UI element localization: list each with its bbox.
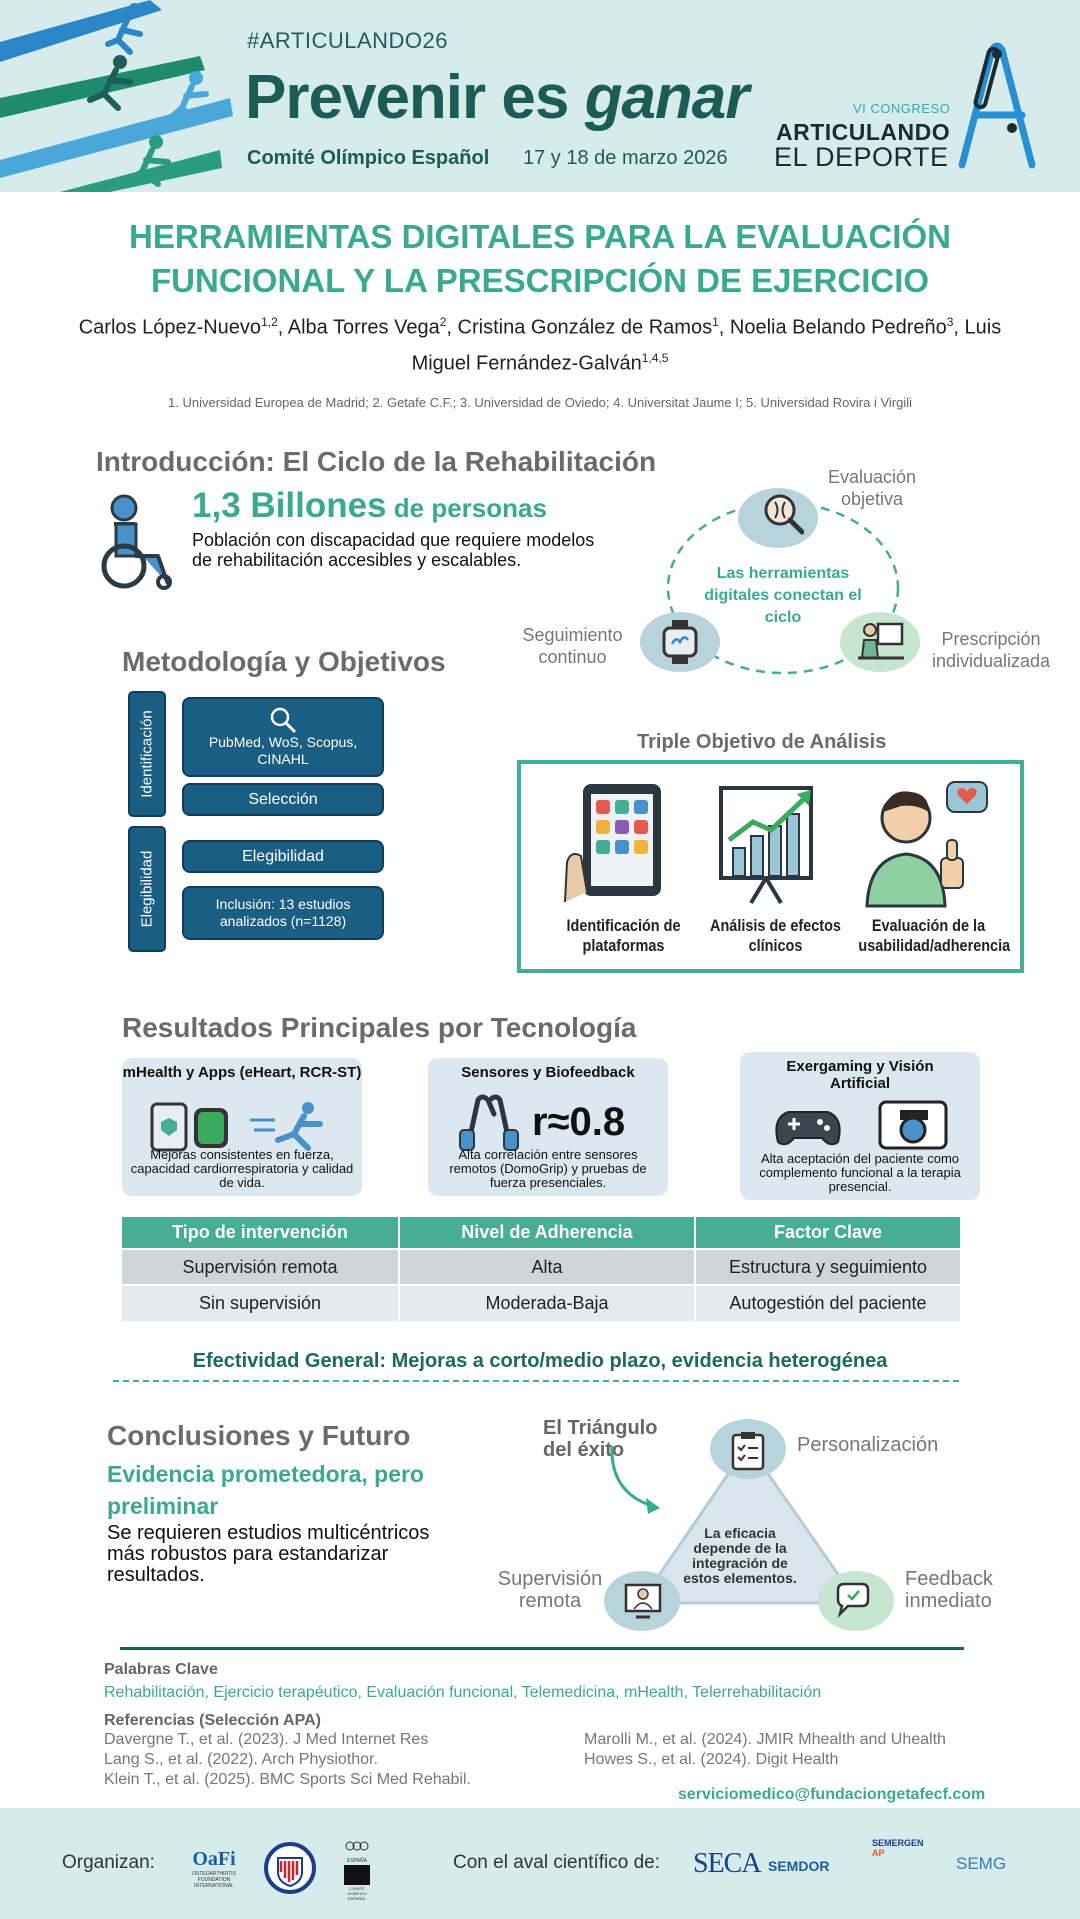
cycle-step-prescription: Prescripción individualizada: [931, 629, 1051, 671]
triangle-remote-supervision: Supervisión remota: [497, 1568, 603, 1612]
author-name: Luis Miguel Fernández-Galván: [411, 316, 1002, 375]
objective-clinical-effects: Análisis de efectos clínicos: [710, 916, 841, 955]
objective-platforms: Identificación de plataformas: [566, 916, 681, 955]
triangle-personalization: Personalización: [797, 1434, 939, 1456]
table-cell: Alta: [399, 1249, 695, 1285]
author-sep: ,: [953, 316, 965, 339]
event-dates: 17 y 18 de marzo 2026: [523, 147, 728, 169]
databases-text: PubMed, WoS, Scopus, CINAHL: [208, 734, 358, 767]
adherence-table: [122, 1217, 960, 1321]
statistic-unit: de personas: [386, 493, 547, 523]
athletes-stripes-graphic: [0, 0, 240, 192]
smartwatch-icon: [658, 618, 702, 666]
semergen-logo-sub: AP: [872, 1848, 885, 1858]
result-card-mhealth: [122, 1058, 362, 1196]
section-divider: [120, 1647, 964, 1650]
table-header: Nivel de Adherencia: [399, 1217, 695, 1249]
author-sep: ,: [446, 316, 458, 339]
atletico-foundation-logo: [264, 1842, 316, 1894]
event-slogan: [245, 62, 748, 133]
databases-box: [182, 697, 384, 777]
coe-logo: [342, 1840, 372, 1901]
wheelchair-icon: [88, 494, 184, 590]
affiliations: 1. Universidad Europea de Madrid; 2. Getafe C.F.; 3. Universidad de Oviedo; 4. Universitat Jaume I; 5. Universidad Rovira i Virgili: [168, 395, 912, 410]
semdor-logo: SEMDOR: [768, 1858, 830, 1874]
author-affil: 2: [439, 315, 447, 329]
table-cell: Estructura y seguimiento: [695, 1249, 960, 1285]
search-icon: [269, 706, 297, 734]
author-affil: 3: [946, 315, 954, 329]
event-hashtag: #ARTICULANDO26: [247, 28, 448, 53]
congress-name-line1: ARTICULANDO: [776, 119, 951, 145]
correlation-value: r≈0.8: [532, 1100, 626, 1144]
oafi-logo: [178, 1848, 250, 1889]
triangle-center-text: La eficacia depende de la integración de estos elementos.: [683, 1525, 797, 1586]
methods-heading: Metodología y Objetivos: [122, 646, 446, 677]
table-row: [122, 1249, 960, 1285]
reference-item: Klein T., et al. (2025). BMC Sports Sci Med Rehabil.: [104, 1771, 471, 1788]
cycle-center-text: Las herramientas digitales conectan el ciclo: [704, 565, 862, 626]
result-card-title: Sensores y Biofeedback: [461, 1064, 635, 1081]
triple-objective-panel: [517, 760, 1024, 973]
header-banner: [0, 0, 1080, 192]
intro-heading: Introducción: El Ciclo de la Rehabilitación: [96, 446, 657, 477]
general-effectiveness: Efectividad General: Mejoras a corto/medio plazo, evidencia heterogénea: [192, 1350, 888, 1372]
disability-statistic: [192, 486, 547, 526]
author-affil: 1,4,5: [641, 350, 669, 365]
result-card-text: Alta correlación entre sensores remotos (DomoGrip) y pruebas de fuerza presenciales.: [449, 1147, 647, 1190]
author-name: Carlos López-Nuevo: [78, 316, 262, 339]
phone-watch-runner-icon: [150, 1100, 340, 1152]
result-card-text: Mejoras consistentes en fuerza, capacidad cardiorrespiratoria y calidad de vida.: [130, 1147, 354, 1190]
poster-title-line2: FUNCIONAL Y LA PRESCRIPCIÓN DE EJERCICIO: [150, 262, 930, 299]
slogan-part2: ganar: [584, 63, 749, 132]
triangle-immediate-feedback: Feedback inmediato: [905, 1568, 993, 1612]
results-heading: Resultados Principales por Tecnología: [122, 1012, 637, 1043]
reference-item: Marolli M., et al. (2024). JMIR Mhealth and Uhealth: [584, 1731, 946, 1748]
coe-logo-sub: COMITÉ OLÍMPICO ESPAÑOL: [347, 1886, 367, 1901]
clipboard-checklist-icon: [730, 1431, 766, 1471]
seca-logo: SECA: [693, 1848, 761, 1879]
triple-objective-heading: Triple Objetivo de Análisis: [637, 731, 887, 753]
author-name: Alba Torres Vega: [287, 316, 440, 339]
chat-bubbles-icon: [836, 1582, 876, 1618]
coe-logo-text: ESPAÑA: [347, 1858, 367, 1864]
author-affil: 1,2: [261, 315, 278, 329]
author-affil: 1: [712, 315, 719, 329]
conclusions-text: Se requieren estudios multicéntricos más robustos para estandarizar resultados.: [107, 1522, 430, 1586]
table-row: [122, 1285, 960, 1321]
success-triangle-title: El Triángulo del éxito: [543, 1417, 658, 1461]
endorsement-label: Con el aval científico de:: [453, 1852, 661, 1873]
objective-usability: Evaluación de la usabilidad/adherencia: [858, 916, 1011, 955]
gamepad-camera-icon: [770, 1098, 950, 1150]
result-card-title: Exergaming y Visión Artificial: [786, 1058, 934, 1092]
articulando-a-logo: [952, 40, 1042, 170]
thumbs-up-person-icon: [861, 778, 991, 908]
keywords-heading: Palabras Clave: [104, 1661, 218, 1678]
authors-list: [60, 307, 1020, 378]
knee-magnifier-icon: [760, 492, 804, 536]
organizer-name: Comité Olímpico Español: [247, 147, 490, 169]
conclusions-subheading: Evidencia prometedora, pero preliminar: [107, 1461, 424, 1519]
olympic-rings-icon: [345, 1841, 369, 1853]
phase-eligibility-label: Elegibilidad: [138, 850, 156, 928]
statistic-number: 1,3 Billones: [192, 486, 387, 525]
table-cell: Sin supervisión: [122, 1285, 399, 1321]
keywords-text: Rehabilitación, Ejercicio terapéutico, Evaluación funcional, Telemedicina, mHealth, Telerrehabilitación: [104, 1684, 822, 1701]
selection-box: Selección: [182, 783, 384, 816]
inclusion-box: Inclusión: 13 estudios analizados (n=1128): [182, 886, 384, 940]
references-heading: Referencias (Selección APA): [104, 1712, 321, 1729]
semergen-logo: [872, 1838, 934, 1858]
table-header-row: [122, 1217, 960, 1249]
phase-identification-label: Identificación: [138, 710, 156, 798]
oafi-logo-text: OaFi: [192, 1848, 236, 1870]
author-sep: ,: [277, 316, 288, 339]
contact-email[interactable]: serviciomedico@fundaciongetafecf.com: [678, 1786, 986, 1803]
conclusions-heading: Conclusiones y Futuro: [107, 1420, 411, 1451]
reference-item: Howes S., et al. (2024). Digit Health: [584, 1751, 839, 1768]
author-sep: ,: [718, 316, 730, 339]
table-cell: Supervisión remota: [122, 1249, 399, 1285]
result-card-exergaming: [740, 1052, 980, 1200]
reference-item: Lang S., et al. (2022). Arch Physiothor.: [104, 1751, 378, 1768]
phase-identification-bar: [128, 691, 166, 817]
semg-logo: SEMG: [956, 1854, 1007, 1873]
reference-item: Davergne T., et al. (2023). J Med Internet Res: [104, 1731, 429, 1748]
result-card-sensors: [428, 1058, 668, 1196]
hand-grip-icon: [454, 1092, 524, 1152]
coe-logo-band: [344, 1865, 370, 1885]
table-cell: Moderada-Baja: [399, 1285, 695, 1321]
congress-name-line2: EL DEPORTE: [774, 142, 949, 172]
eligibility-box: Elegibilidad: [182, 840, 384, 873]
result-card-title: mHealth y Apps (eHeart, RCR-ST): [122, 1064, 362, 1081]
phase-eligibility-bar: [128, 826, 166, 952]
table-cell: Autogestión del paciente: [695, 1285, 960, 1321]
slogan-part1: Prevenir es: [245, 63, 585, 132]
table-header: Tipo de intervención: [122, 1217, 399, 1249]
organizers-label: Organizan:: [62, 1852, 155, 1873]
doctor-monitor-icon: [624, 1583, 662, 1621]
result-card-text: Alta aceptación del paciente como complemento funcional a la terapia presencial.: [759, 1151, 961, 1194]
cycle-step-evaluation: Evaluación objetiva: [827, 467, 917, 509]
author-name: Cristina González de Ramos: [457, 316, 713, 339]
tablet-icon: [561, 782, 671, 907]
intro-description: Población con discapacidad que requiere modelos de rehabilitación accesibles y escalables.: [192, 530, 595, 570]
congress-edition: VI CONGRESO: [853, 101, 951, 116]
dashed-divider: [113, 1380, 959, 1382]
cycle-step-monitoring: Seguimiento continuo: [522, 625, 623, 667]
oafi-logo-sub: OSTEOARTHRITIS FOUNDATION INTERNATIONAL: [192, 1871, 236, 1889]
growth-chart-icon: [711, 778, 821, 908]
author-name: Noelia Belando Pedreño: [729, 316, 947, 339]
semergen-logo-text: SEMERGEN: [872, 1838, 924, 1848]
poster-title-line1: HERRAMIENTAS DIGITALES PARA LA EVALUACIÓN: [129, 218, 951, 255]
table-header: Factor Clave: [695, 1217, 960, 1249]
